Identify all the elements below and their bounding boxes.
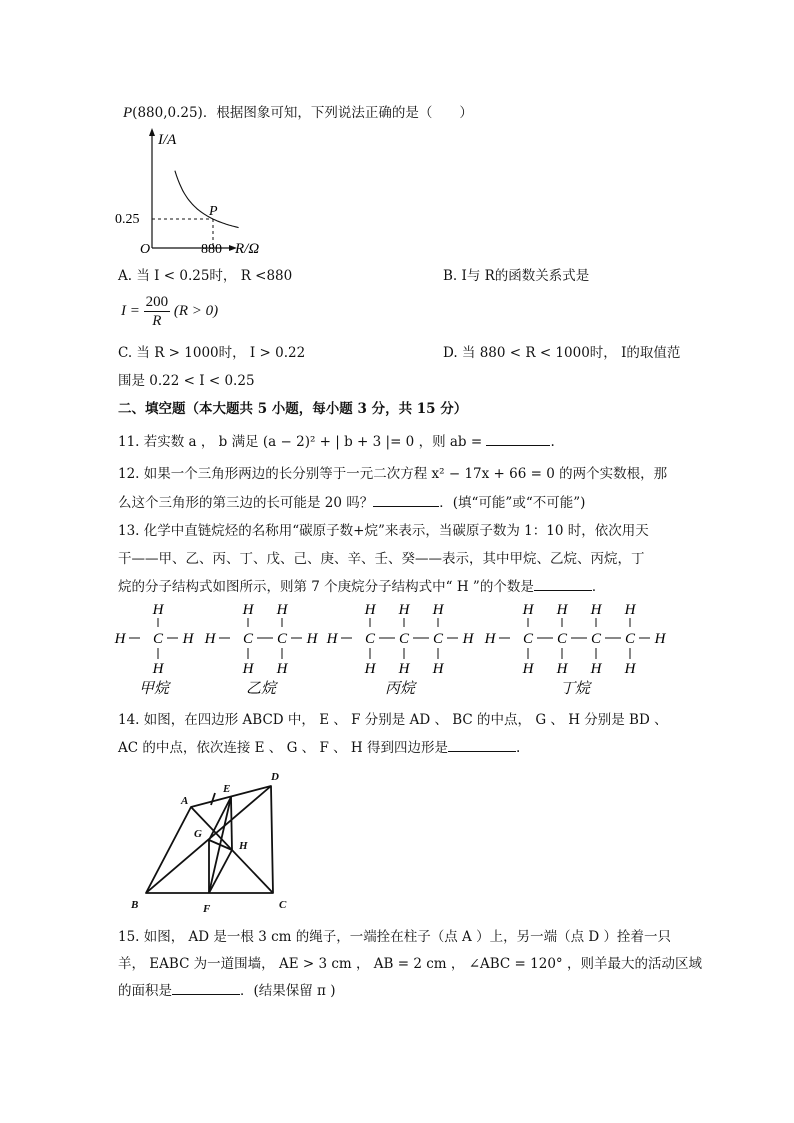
- formula-condition: (R > 0): [173, 303, 219, 319]
- q10-graph: [110, 126, 280, 256]
- atom-h-bottom: H: [276, 661, 288, 677]
- atom-h-top: H: [242, 602, 254, 618]
- atom-c: C: [364, 631, 376, 647]
- label-a: A: [181, 795, 189, 807]
- atom-h-bottom: H: [590, 661, 602, 677]
- molecule-name: 丙烷: [384, 681, 416, 697]
- atom-c: C: [242, 631, 254, 647]
- label-e: E: [223, 783, 231, 795]
- atom-c: C: [432, 631, 444, 647]
- label-h: H: [239, 840, 248, 852]
- atom-h-bottom: H: [556, 661, 568, 677]
- formula-numerator: 200: [145, 294, 169, 310]
- q14-line1: 14. 如图，在四边形 ABCD 中， E 、 F 分别是 AD 、 BC 的中点， G 、 H 分别是 BD 、: [118, 712, 668, 728]
- q13-line2: 干——甲、乙、丙、丁、戊、己、庚、辛、壬、癸——表示，其中甲烷、乙烷、丙烷，丁: [118, 551, 645, 567]
- q11-end: .: [550, 434, 555, 450]
- atom-h-top: H: [624, 602, 636, 618]
- q11-text: 11. 若实数 a ， b 满足 (a − 2)² + | b + 3 |= 0 ，则 ab =: [118, 434, 483, 450]
- atom-c: C: [152, 631, 164, 647]
- label-b: B: [131, 899, 139, 911]
- atom-h-top: H: [398, 602, 410, 618]
- formula-fraction: [144, 293, 171, 330]
- molecule-name: 乙烷: [245, 681, 277, 697]
- seg-hf: [209, 850, 232, 893]
- atom-h-right: H: [654, 631, 666, 647]
- atom-h-top: H: [152, 602, 164, 618]
- atom-c: C: [556, 631, 568, 647]
- q13-line3-end: ．: [591, 579, 606, 595]
- atom-h-bottom: H: [522, 661, 534, 677]
- seg-eh: [231, 797, 232, 850]
- q15-answer-blank[interactable]: [172, 980, 240, 995]
- atom-c: C: [624, 631, 636, 647]
- atom-h-bottom: H: [152, 661, 164, 677]
- atom-h-left: H: [484, 631, 496, 647]
- q12-line2-text: 么这个三角形的第三边的长可能是 20 吗？: [118, 495, 374, 511]
- q10-point-coords: (880,0.25): [132, 105, 203, 121]
- q10-option-b: B. I与 R的函数关系式是: [443, 268, 590, 284]
- atom-h-top: H: [364, 602, 376, 618]
- graph-point-label: P: [209, 204, 218, 219]
- graph-origin: O: [140, 242, 151, 256]
- atom-h-left: H: [326, 631, 338, 647]
- atom-h-left: H: [204, 631, 216, 647]
- atom-h-bottom: H: [432, 661, 444, 677]
- q10-option-a: A. 当 I < 0.25时， R <880: [118, 268, 293, 284]
- q14-line2-end: .: [515, 740, 521, 756]
- label-f: F: [203, 903, 211, 915]
- molecule-name: 甲烷: [138, 681, 170, 697]
- q14-figure: [125, 765, 300, 915]
- q10-option-d-cont: 围是 0.22 < I < 0.25: [118, 373, 255, 389]
- atom-h-top: H: [276, 602, 288, 618]
- q10-stem: [123, 101, 473, 122]
- graph-xtick: 880: [201, 242, 222, 256]
- y-axis-arrow: [149, 128, 155, 136]
- atom-c: C: [276, 631, 288, 647]
- q11: [118, 430, 555, 450]
- q14-line2-text: AC 的中点，依次连接 E 、 G 、 F 、 H 得到四边形是: [118, 740, 448, 756]
- q12-line1: 12. 如果一个三角形两边的长分别等于一元二次方程 x² − 17x + 66 = 0 的两个实数根，那: [118, 466, 668, 482]
- atom-c: C: [590, 631, 602, 647]
- q13-line3-text: 烷的分子结构式如图所示，则第 7 个庚烷分子结构式中“ H ”的个数是: [118, 579, 534, 595]
- atom-h-top: H: [590, 602, 602, 618]
- q14-line2: [118, 736, 520, 756]
- atom-h-bottom: H: [398, 661, 410, 677]
- atom-h-bottom: H: [242, 661, 254, 677]
- q10-stem-text: ．根据图象可知，下列说法正确的是（ ）: [202, 105, 473, 121]
- graph-xlabel: R/Ω: [235, 241, 260, 256]
- q13-answer-blank[interactable]: [534, 576, 592, 591]
- formula-lhs: I =: [121, 303, 140, 319]
- label-g: G: [194, 828, 202, 840]
- q11-answer-blank[interactable]: [486, 431, 550, 446]
- formula-denominator: R: [152, 313, 162, 329]
- label-d: D: [271, 771, 279, 783]
- atom-c: C: [398, 631, 410, 647]
- q10-option-d: D. 当 880 < R < 1000时， I的取值范: [443, 345, 681, 361]
- atom-h-bottom: H: [364, 661, 376, 677]
- q13-molecules: [110, 598, 690, 702]
- atom-h-right: H: [462, 631, 474, 647]
- q12-line2-end: ．(填“可能”或“不可能”): [439, 495, 586, 511]
- atom-h-right: H: [306, 631, 318, 647]
- atom-h-top: H: [432, 602, 444, 618]
- q10-option-c: C. 当 R > 1000时， I > 0.22: [118, 345, 306, 361]
- molecule-name: 丁烷: [559, 681, 591, 697]
- atom-h-right: H: [182, 631, 194, 647]
- q15-line3-end: ．(结果保留 π ): [240, 983, 336, 999]
- q10-point-name: P: [123, 105, 133, 121]
- section-heading: 二、填空题（本大题共 5 小题，每小题 3 分，共 15 分）: [118, 401, 468, 417]
- atom-h-top: H: [556, 602, 568, 618]
- q10-option-b-formula: [121, 293, 218, 330]
- q14-answer-blank[interactable]: [448, 737, 516, 752]
- graph-ytick: 0.25: [115, 212, 140, 227]
- tick-mark: [211, 793, 215, 805]
- q13-line3: [118, 575, 605, 595]
- q12-line2: [118, 491, 585, 511]
- atom-h-left: H: [114, 631, 126, 647]
- atom-h-bottom: H: [624, 661, 636, 677]
- q15-line3: [118, 979, 336, 999]
- atom-h-top: H: [522, 602, 534, 618]
- q15-line2: 羊， EABC 为一道围墙， AE > 3 cm ， AB = 2 cm ， ∠ABC = 120° ，则羊最大的活动区域: [118, 956, 702, 972]
- graph-ylabel: I/A: [158, 132, 177, 148]
- atom-c: C: [522, 631, 534, 647]
- label-c: C: [279, 899, 287, 911]
- q13-line1: 13. 化学中直链烷烃的名称用“碳原子数+烷”来表示，当碳原子数为 1：10 时，依次用天: [118, 523, 649, 539]
- q15-line1: 15. 如图， AD 是一根 3 cm 的绳子，一端拴在柱子（点 A ）上，另一端（点 D ）拴着一只: [118, 929, 671, 945]
- q12-answer-blank[interactable]: [373, 492, 439, 507]
- q15-line3-text: 的面积是: [118, 983, 172, 999]
